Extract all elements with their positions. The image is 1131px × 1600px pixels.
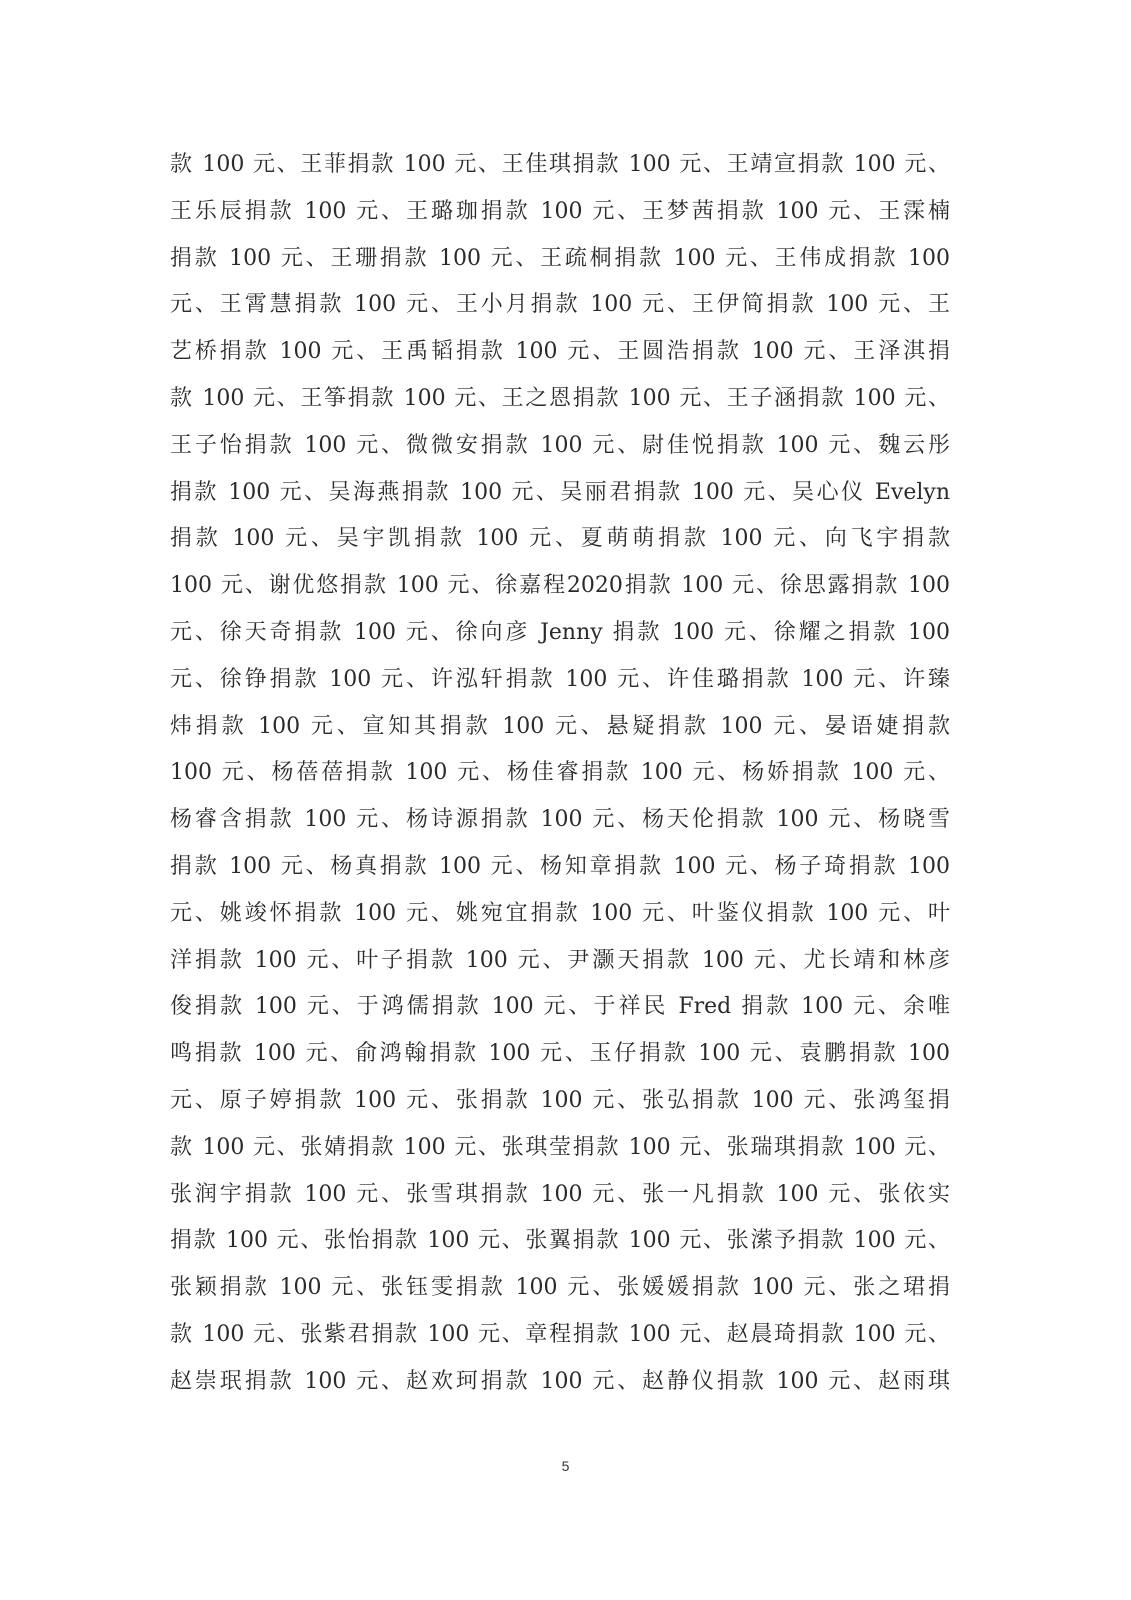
text-line: 元、徐铮捐款 100 元、许泓轩捐款 100 元、许佳璐捐款 100 元、许臻 (170, 666, 950, 692)
text-line: 捐款 100 元、王珊捐款 100 元、王疏桐捐款 100 元、王伟成捐款 100 (170, 245, 950, 271)
page-number: 5 (561, 1458, 570, 1474)
text-line: 元、王霄慧捐款 100 元、王小月捐款 100 元、王伊简捐款 100 元、王 (170, 292, 950, 318)
text-line: 100 元、杨蓓蓓捐款 100 元、杨佳睿捐款 100 元、杨娇捐款 100 元、 (170, 760, 950, 786)
donor-list-body (170, 142, 950, 1406)
text-line: 捐款 100 元、杨真捐款 100 元、杨知章捐款 100 元、杨子琦捐款 100 (170, 853, 950, 879)
text-line: 张润宇捐款 100 元、张雪琪捐款 100 元、张一凡捐款 100 元、张依实 (170, 1181, 950, 1207)
text-line: 王乐辰捐款 100 元、王璐珈捐款 100 元、王梦茜捐款 100 元、王霂楠 (170, 198, 950, 224)
text-line: 张颖捐款 100 元、张钰雯捐款 100 元、张媛媛捐款 100 元、张之珺捐 (170, 1275, 950, 1301)
text-line: 洋捐款 100 元、叶子捐款 100 元、尹灏天捐款 100 元、尤长靖和林彦 (170, 947, 950, 973)
text-line: 款 100 元、张紫君捐款 100 元、章程捐款 100 元、赵晨琦捐款 100 元、 (170, 1321, 950, 1347)
text-line: 款 100 元、王菲捐款 100 元、王佳琪捐款 100 元、王靖宣捐款 100 元、 (170, 152, 950, 177)
text-line: 捐款 100 元、吴海燕捐款 100 元、吴丽君捐款 100 元、吴心仪 Evelyn (170, 479, 950, 505)
text-line: 炜捐款 100 元、宣知其捐款 100 元、悬疑捐款 100 元、晏语婕捐款 (170, 713, 950, 739)
text-line: 鸣捐款 100 元、俞鸿翰捐款 100 元、玉仔捐款 100 元、袁鹏捐款 100 (170, 1041, 950, 1067)
text-line: 俊捐款 100 元、于鸿儒捐款 100 元、于祥民 Fred 捐款 100 元、余唯 (170, 994, 950, 1020)
text-line: 捐款 100 元、吴宇凯捐款 100 元、夏萌萌捐款 100 元、向飞宇捐款 (170, 526, 950, 552)
text-line: 款 100 元、张婧捐款 100 元、张琪莹捐款 100 元、张瑞琪捐款 100 元、 (170, 1134, 950, 1160)
text-line: 元、原子婷捐款 100 元、张捐款 100 元、张弘捐款 100 元、张鸿玺捐 (170, 1087, 950, 1113)
text-line: 王子怡捐款 100 元、微微安捐款 100 元、尉佳悦捐款 100 元、魏云彤 (170, 432, 950, 458)
text-line: 捐款 100 元、张怡捐款 100 元、张翼捐款 100 元、张潆予捐款 100 元、 (170, 1228, 950, 1254)
text-line: 艺桥捐款 100 元、王禹韬捐款 100 元、王圆浩捐款 100 元、王泽淇捐 (170, 339, 950, 365)
text-line: 杨睿含捐款 100 元、杨诗源捐款 100 元、杨天伦捐款 100 元、杨晓雪 (170, 807, 950, 833)
text-line: 赵崇珉捐款 100 元、赵欢珂捐款 100 元、赵静仪捐款 100 元、赵雨琪 (170, 1368, 950, 1394)
text-line: 100 元、谢优悠捐款 100 元、徐嘉程2020捐款 100 元、徐思露捐款 100 (170, 573, 950, 599)
text-line: 元、姚竣怀捐款 100 元、姚宛宜捐款 100 元、叶鉴仪捐款 100 元、叶 (170, 900, 950, 926)
text-line: 款 100 元、王筝捐款 100 元、王之恩捐款 100 元、王子涵捐款 100 元、 (170, 385, 950, 411)
text-line: 元、徐天奇捐款 100 元、徐向彦 Jenny 捐款 100 元、徐耀之捐款 100 (170, 619, 950, 645)
